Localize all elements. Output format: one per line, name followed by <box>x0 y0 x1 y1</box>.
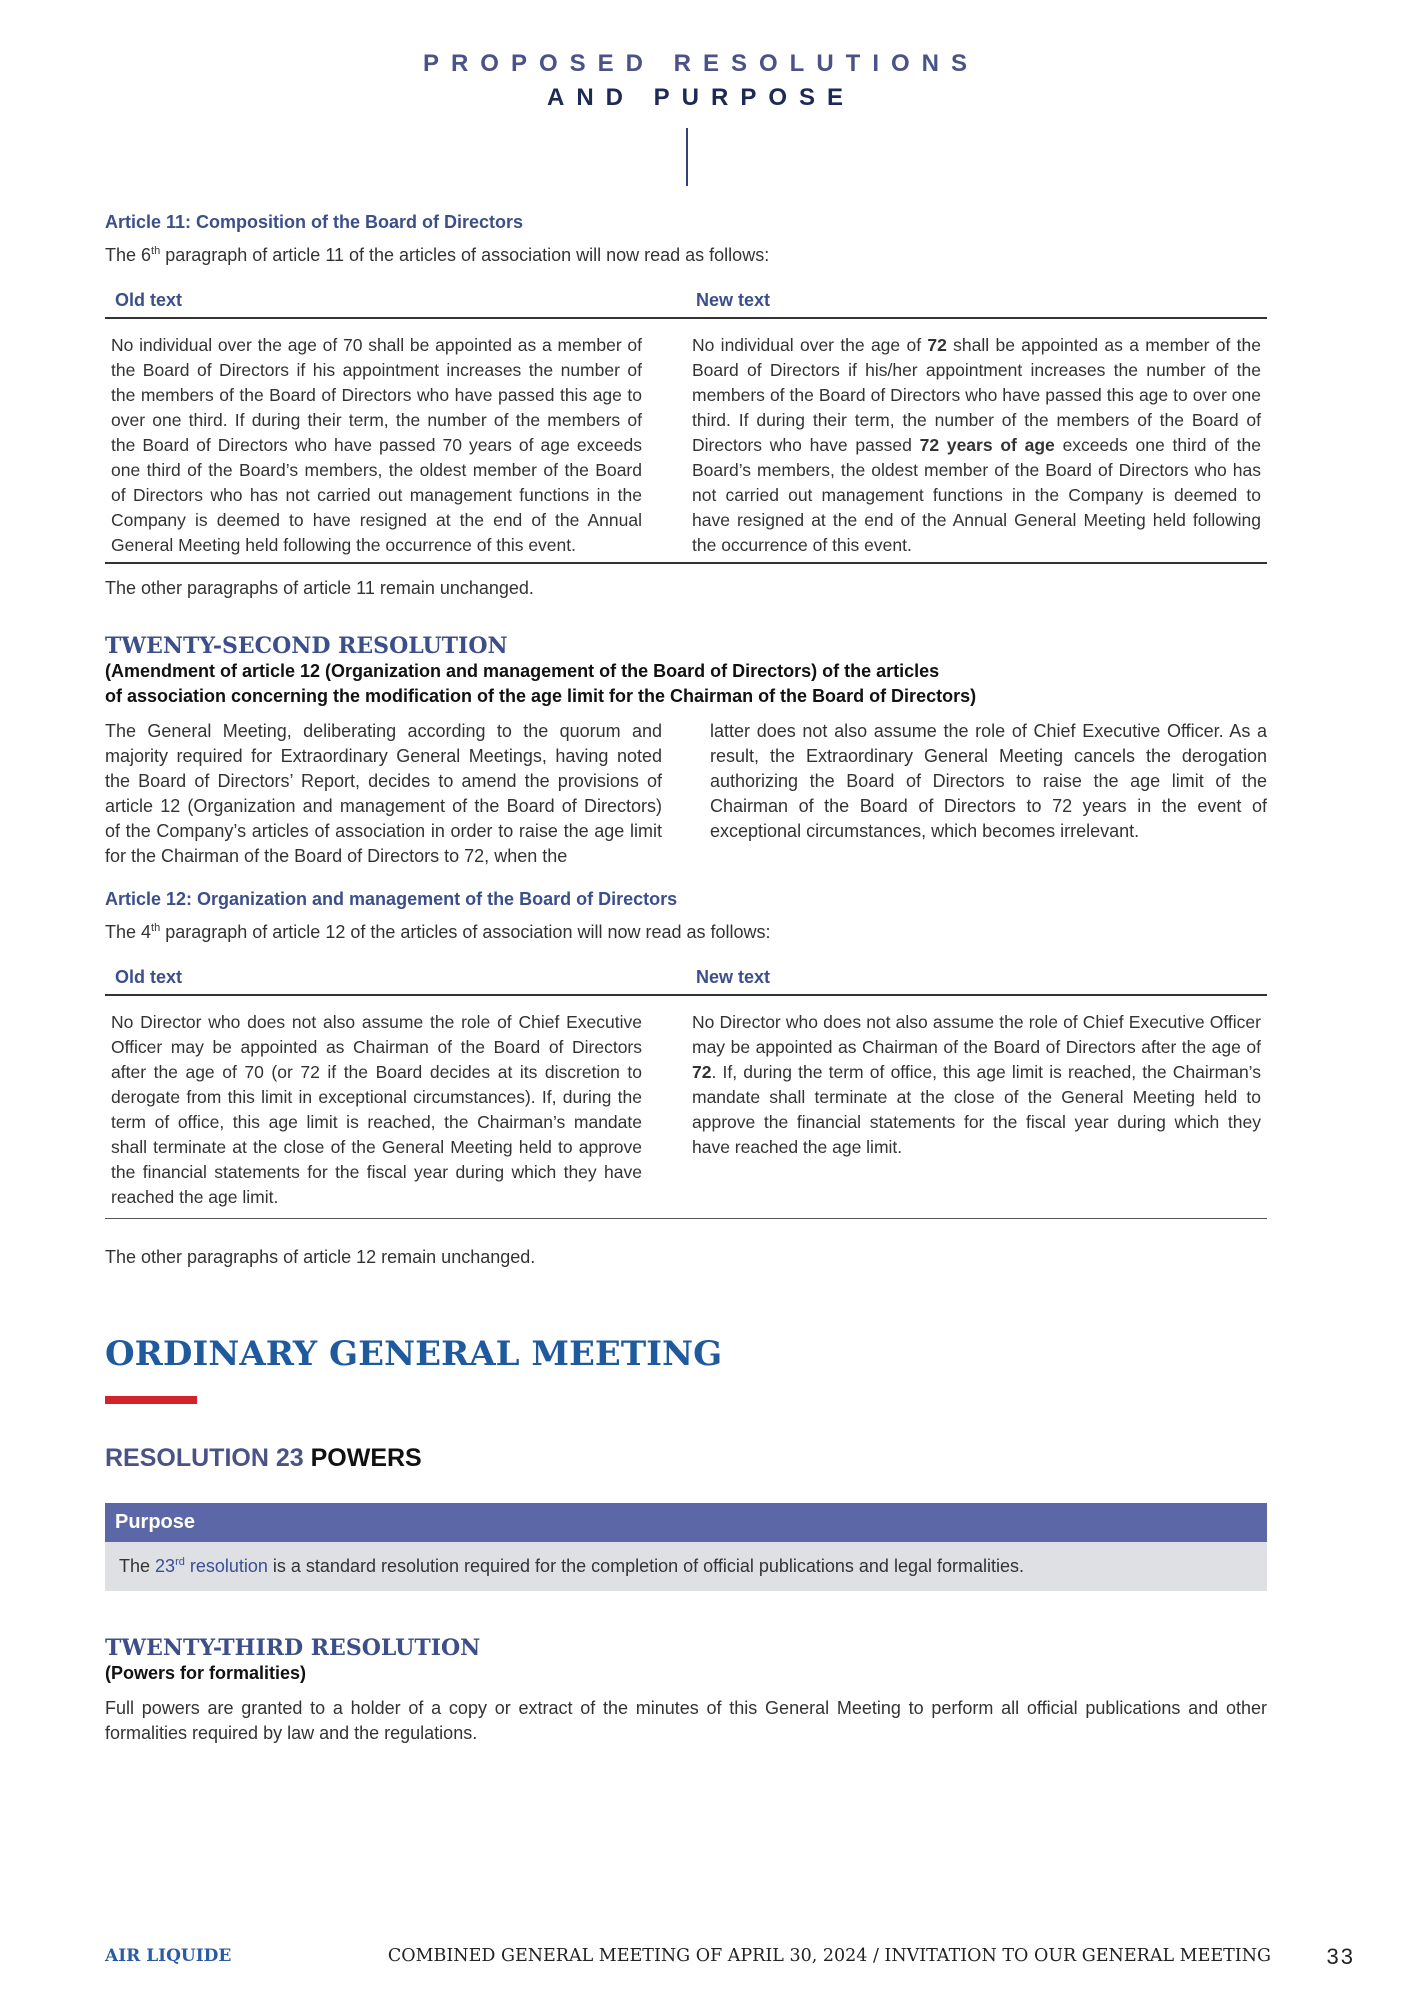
article-12-title: Article 12: Organization and management of the Board of Directors <box>105 889 678 909</box>
new-text-header: New text <box>686 963 1267 995</box>
article-12-new-text: No Director who does not also assume the role of Chief Executive Officer may be appointed as Chairman of the Board of Directors after the age of 72. If, during the term of office, this age limit is reached, the Chairman’s mandate shall terminate at the close of the General Meeting held to approve the financial statements for the fiscal year during which they have reached the age limit. <box>686 995 1267 1219</box>
article-12-old-text: No Director who does not also assume the role of Chief Executive Officer may be appointed as Chairman of the Board of Directors after the age of 70 (or 72 if the Board decides at its discretion to derogate from this limit in exceptional circumstances). If, during the term of office, this age limit is reached, the Chairman’s mandate shall terminate at the close of the General Meeting held to approve the financial statements for the fiscal year during which they have reached the age limit. <box>105 995 686 1219</box>
resolution-23-subtitle: (Powers for formalities) <box>105 1663 307 1683</box>
purpose-box <box>105 1503 1267 1591</box>
resolution-22-section <box>105 633 1267 869</box>
purpose-title: Purpose <box>105 1503 1267 1542</box>
page-number: 33 <box>1326 1944 1355 1969</box>
new-text-header: New text <box>686 286 1267 318</box>
header-line-1: PROPOSED RESOLUTIONS <box>422 50 980 77</box>
article-12-intro: The 4th paragraph of article 12 of the articles of association will now read as follows: <box>105 922 771 942</box>
resolution-22-title: TWENTY-SECOND RESOLUTION <box>105 633 508 659</box>
article-11-new-text: No individual over the age of 72 shall be appointed as a member of the Board of Directors if his/her appointment increases the number of the members of the Board of Directors who have passed this age to over one third. If during their term, the number of the members of the Board of Directors who have passed 72 years of age exceeds one third of the Board’s members, the oldest member of the Board of Directors who has not carried out management functions in the Company is deemed to have resigned at the end of the Annual General Meeting held following the occurrence of this event. <box>686 318 1267 563</box>
article-12-comparison-table <box>105 963 1267 1219</box>
article-11-outro: The other paragraphs of article 11 remain unchanged. <box>105 578 534 598</box>
resolution-23-body: Full powers are granted to a holder of a copy or extract of the minutes of this General Meeting to perform all official publications and other formalities required by law and the regulations. <box>105 1698 1267 1743</box>
resolution-22-subtitle-1: (Amendment of article 12 (Organization and management of the Board of Directors) of the articles <box>105 661 940 681</box>
brand-logo: AIR LIQUIDE <box>105 1946 232 1966</box>
article-11-intro: The 6th paragraph of article 11 of the articles of association will now read as follows: <box>105 245 770 265</box>
resolution-23-heading: RESOLUTION 23 POWERS <box>105 1444 422 1472</box>
resolution-22-col-2: latter does not also assume the role of Chief Executive Officer. As a result, the Extraordinary General Meeting cancels the derogation authorizing the Board of Directors to raise the age limit of the Chairman of the Board of Directors to 72 years in the event of exceptional circumstances, which becomes irrelevant. <box>710 721 1267 841</box>
footer-text: COMBINED GENERAL MEETING OF APRIL 30, 2024 / INVITATION TO OUR GENERAL MEETING <box>387 1946 1271 1966</box>
article-11-title: Article 11: Composition of the Board of Directors <box>105 212 524 232</box>
old-text-header: Old text <box>105 286 686 318</box>
purpose-text: The 23rd resolution is a standard resolution required for the completion of official publications and legal formalities. <box>105 1542 1267 1591</box>
header-line-2: AND PURPOSE <box>546 84 856 111</box>
page-header <box>0 50 1402 112</box>
ogm-section <box>105 1334 1267 1404</box>
main-content <box>105 212 1267 1746</box>
resolution-22-subtitle-2: of association concerning the modification of the age limit for the Chairman of the Board of Directors) <box>105 686 977 706</box>
resolution-22-body <box>105 719 1267 869</box>
old-text-header: Old text <box>105 963 686 995</box>
ogm-title: ORDINARY GENERAL MEETING <box>105 1334 723 1374</box>
page-footer <box>105 1944 1355 1974</box>
header-divider <box>686 128 688 186</box>
red-accent-bar <box>105 1396 197 1404</box>
article-11-old-text: No individual over the age of 70 shall be appointed as a member of the Board of Directors if his appointment increases the number of the members of the Board of Directors who have passed this age to over one third. If during their term, the number of the members of the Board of Directors who have passed 70 years of age exceeds one third of the Board’s members, the oldest member of the Board of Directors who has not carried out management functions in the Company is deemed to have resigned at the end of the Annual General Meeting held following the occurrence of this event. <box>105 318 686 563</box>
resolution-23-section <box>105 1635 1267 1746</box>
article-11-comparison-table <box>105 286 1267 564</box>
resolution-22-col-1: The General Meeting, deliberating according to the quorum and majority required for Extraordinary General Meetings, having noted the Board of Directors’ Report, decides to amend the provisions of article 12 (Organization and management of the Board of Directors) of the Company’s articles of association in order to raise the age limit for the Chairman of the Board of Directors to 72, when the <box>105 721 662 866</box>
article-12-outro: The other paragraphs of article 12 remain unchanged. <box>105 1247 536 1267</box>
resolution-23-title: TWENTY-THIRD RESOLUTION <box>105 1635 481 1661</box>
